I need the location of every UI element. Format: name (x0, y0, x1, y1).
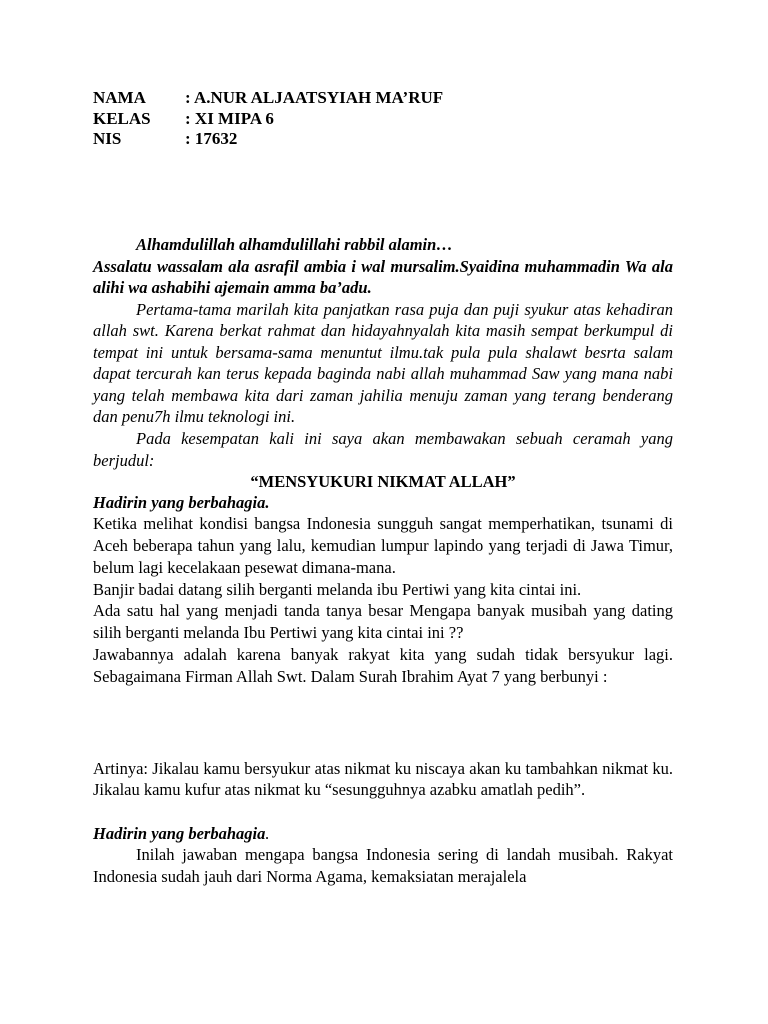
identity-value: : XI MIPA 6 (185, 108, 274, 128)
identity-value: : A.NUR ALJAATSYIAH MA’RUF (185, 88, 444, 107)
spacer (93, 801, 673, 823)
greeting-heading-period: . (265, 824, 270, 844)
topic-paragraph: Pada kesempatan kali ini saya akan membawakan sebuah ceramah yang berjudul: (93, 429, 673, 470)
paragraph: Banjir badai datang silih berganti melanda ibu Pertiwi yang kita cintai ini. (93, 579, 582, 599)
opening-shalawat: Assalatu wassalam ala asrafil ambia i wal mursalim.Syaidina muhammadin Wa ala alihi wa ashabihi ajemain amma ba’adu. (93, 256, 673, 297)
intro-paragraph: Pertama-tama marilah kita panjatkan rasa puja dan puji syukur atas kehadiran allah swt. Karena berkat rahmat dan hidayahnyalah kita masih sempat berkumpul di tempat ini untuk bersama-sama menuntut ilmu.tak pula pula shalawt besrta salam dapat tercurah kan terus kepada baginda nabi allah muhammad Saw yang mana nabi yang telah membawa kita dari zaman jahilia menuju zaman yang terang benderang dan penu7h ilmu teknologi ini. (93, 299, 673, 427)
greeting-heading: Hadirin yang berbahagia. (93, 493, 270, 513)
identity-label: NAMA (93, 88, 146, 107)
identity-value: : 17632 (185, 129, 238, 148)
greeting-heading-2 (93, 823, 673, 844)
identity-label: NIS (93, 129, 122, 148)
paragraph: Inilah jawaban mengapa bangsa Indonesia sering di landah musibah. Rakyat Indonesia sudah jauh dari Norma Agama, kemaksiatan merajalela (93, 845, 673, 887)
identity-block (93, 88, 443, 150)
speech-title: “MENSYUKURI NIKMAT ALLAH” (250, 472, 516, 492)
identity-row-nis (93, 129, 443, 150)
speech-body (93, 234, 673, 888)
paragraph: Ada satu hal yang menjadi tanda tanya besar Mengapa banyak musibah yang dating silih berganti melanda Ibu Pertiwi yang kita cintai ini ?? (93, 601, 673, 643)
opening-hamdalah: Alhamdulillah alhamdulillahi rabbil alamin… (136, 235, 453, 254)
identity-row-name (93, 88, 443, 109)
paragraph: Jawabannya adalah karena banyak rakyat kita yang sudah tidak bersyukur lagi. Sebagaimana Firman Allah Swt. Dalam Surah Ibrahim Ayat 7 yang berbunyi : (93, 645, 673, 686)
ayat-space (93, 688, 673, 758)
translation-paragraph: Artinya: Jikalau kamu bersyukur atas nikmat ku niscaya akan ku tambahkan nikmat ku. Jikalau kamu kufur atas nikmat ku “sesungguhnya azabku amatlah pedih”. (93, 758, 673, 800)
greeting-heading-text: Hadirin yang berbahagia (93, 824, 266, 844)
identity-row-class (93, 109, 443, 130)
identity-label: KELAS (93, 108, 151, 128)
paragraph: Ketika melihat kondisi bangsa Indonesia sungguh sangat memperhatikan, tsunami di Aceh beberapa tahun yang lalu, kemudian lumpur lapindo yang terjadi di Jawa Timur, belum lagi kecelakaan pesewat dimana-mana. (93, 514, 673, 577)
